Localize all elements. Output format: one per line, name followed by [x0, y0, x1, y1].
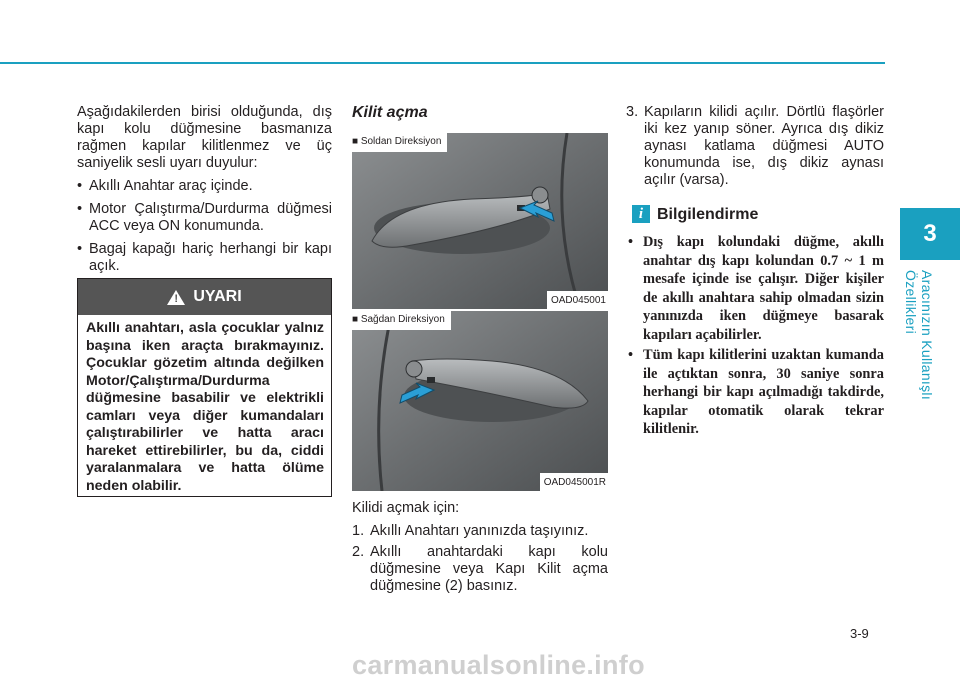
figure-code: OAD045001R — [540, 473, 608, 491]
column-left — [77, 104, 332, 281]
list-item — [352, 523, 608, 540]
step-number: 1. — [352, 523, 365, 539]
condition-list — [77, 178, 332, 275]
step-number: 2. — [352, 544, 365, 560]
figure-caption: ■ Sağdan Direksiyon — [352, 311, 451, 330]
door-handle-illustration — [352, 311, 608, 491]
list-item: • Akıllı Anahtar araç içinde. — [77, 178, 332, 195]
step-text: Akıllı Anahtarı yanınızda taşıyınız. — [370, 523, 589, 539]
warning-header — [78, 279, 331, 315]
step-text: Kapıların kilidi açılır. Dörtlü flaşörler iki kez yanıp söner. Ayrıca dış dikiz aynası katlama düğmesi AUTO konumunda ise, dış dikiz aynası açılır (varsa). — [644, 104, 884, 188]
door-handle-illustration — [352, 133, 608, 309]
header-rule — [0, 62, 885, 64]
figure-code: OAD045001 — [547, 291, 608, 309]
column-middle — [352, 104, 608, 599]
section-title: Kilit açma — [352, 104, 428, 121]
list-item: • Dış kapı kolundaki düğme, akıllı anahtar dış kapı kolundan 0.7 ~ 1 m mesafe içinde ise çalışır. Diğer kişiler de akıllı anahtara sahip olmadan sizin yanınızda iken düğmeye basarak kapıları açabilirler. — [626, 233, 884, 344]
warning-title: UYARI — [193, 288, 242, 305]
figure-right-hand-drive — [352, 311, 608, 491]
list-item: • Bagaj kapağı hariç herhangi bir kapı açık. — [77, 241, 332, 275]
page-number: 3-9 — [850, 626, 869, 641]
figure-left-hand-drive — [352, 133, 608, 309]
steps-intro: Kilidi açmak için: — [352, 500, 460, 516]
info-icon: i — [632, 205, 650, 223]
list-item: • Motor Çalıştırma/Durdurma düğmesi ACC veya ON konumunda. — [77, 201, 332, 235]
figure-caption: ■ Soldan Direksiyon — [352, 133, 447, 152]
warning-text: Akıllı anahtarı, asla çocuklar yalnız başına iken araçta bırakmayınız. Çocuklar gözetim altında değilken Motor/Çalıştırma/Durdurma düğmesine basabilir ve elektrikli camları veya diğer kumandaları çalıştırabilirler ve hatta aracı hareket ettirebilirler, bu da, ciddi yaralanmalara ve hatta ölüme neden olabilir. — [86, 320, 324, 494]
list-item — [352, 544, 608, 595]
intro-paragraph: Aşağıdakilerden birisi olduğunda, dış kapı kolu düğmesine basmanıza rağmen kapılar kilitlenmez ve üç saniyelik sesli uyarı duyulur: — [77, 104, 332, 171]
list-item: • Tüm kapı kilitlerini uzaktan kumanda ile açtıktan sonra, 30 saniye sonra herhangi bir kapı açılmadığı takdirde, kapılar otomatik olarak tekrar kilitlenir. — [626, 346, 884, 439]
steps-list — [352, 523, 608, 595]
chapter-number-tab: 3 — [900, 208, 960, 260]
warning-triangle-icon: ! — [167, 290, 185, 305]
info-list — [626, 233, 884, 439]
step-text: Akıllı anahtardaki kapı kolu düğmesine veya Kapı Kilit açma düğmesine (2) basınız. — [370, 544, 608, 594]
warning-box — [77, 278, 332, 497]
steps-list — [626, 104, 884, 189]
step-number: 3. — [626, 104, 639, 120]
info-heading — [632, 205, 884, 223]
list-item — [626, 104, 884, 189]
chapter-side-title: Aracınızın Kullanışlı Özellikleri — [903, 270, 935, 401]
watermark: carmanualsonline.info — [352, 650, 645, 680]
info-title: Bilgilendirme — [657, 205, 759, 223]
column-right — [626, 104, 884, 441]
